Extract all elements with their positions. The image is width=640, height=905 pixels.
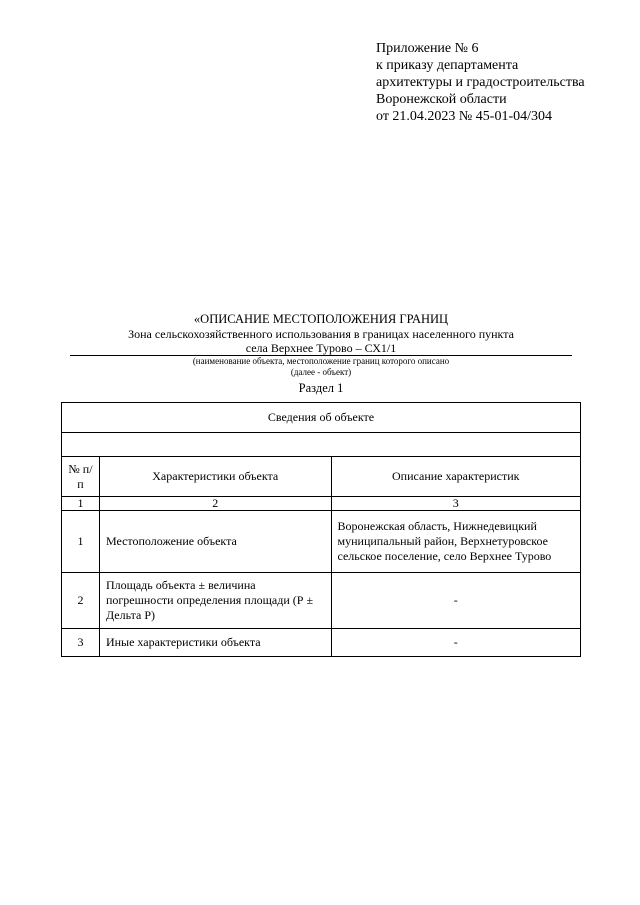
row-characteristic: Площадь объекта ± величина погрешности определения площади (Р ± Дельта Р) [99,573,331,629]
section-title: Раздел 1 [298,381,344,395]
object-name-caption: (наименование объекта, местоположение границ которого описано [192,356,450,366]
table-header-row [62,457,581,497]
document-heading [70,312,572,395]
object-name-caption-2: (далее - объект) [290,367,352,377]
table-row [62,511,581,573]
object-name: села Верхнее Турово – СХ1/1 [70,341,572,356]
table-row [62,629,581,657]
index-cell: 3 [331,497,581,511]
table-empty-row [62,433,581,457]
row-num: 2 [62,573,100,629]
row-num: 1 [62,511,100,573]
appendix-line: Воронежской области [376,92,507,107]
table-title: Сведения об объекте [62,403,581,433]
document-subtitle: Зона сельскохозяйственного использования в границах населенного пункта [128,327,514,341]
object-info-table [61,402,581,657]
appendix-line: архитектуры и градостроительства [376,75,585,90]
appendix-block [376,40,631,125]
table-title-row [62,403,581,433]
row-description: Воронежская область, Нижнедевицкий муниципальный район, Верхнетуровское сельское поселение, село Верхнее Турово [331,511,581,573]
table-index-row [62,497,581,511]
header-description: Описание характеристик [331,457,581,497]
document-title: «ОПИСАНИЕ МЕСТОПОЛОЖЕНИЯ ГРАНИЦ [193,312,449,326]
row-description: - [331,573,581,629]
row-num: 3 [62,629,100,657]
header-num: № п/п [62,457,100,497]
appendix-line: к приказу департамента [376,58,519,73]
row-characteristic: Иные характеристики объекта [99,629,331,657]
index-cell: 2 [99,497,331,511]
row-description: - [331,629,581,657]
row-characteristic: Местоположение объекта [99,511,331,573]
header-characteristic: Характеристики объекта [99,457,331,497]
index-cell: 1 [62,497,100,511]
empty-cell [62,433,581,457]
table-row [62,573,581,629]
appendix-line: Приложение № 6 [376,41,479,56]
appendix-date-line: от 21.04.2023 № 45-01-04/304 [376,109,553,124]
